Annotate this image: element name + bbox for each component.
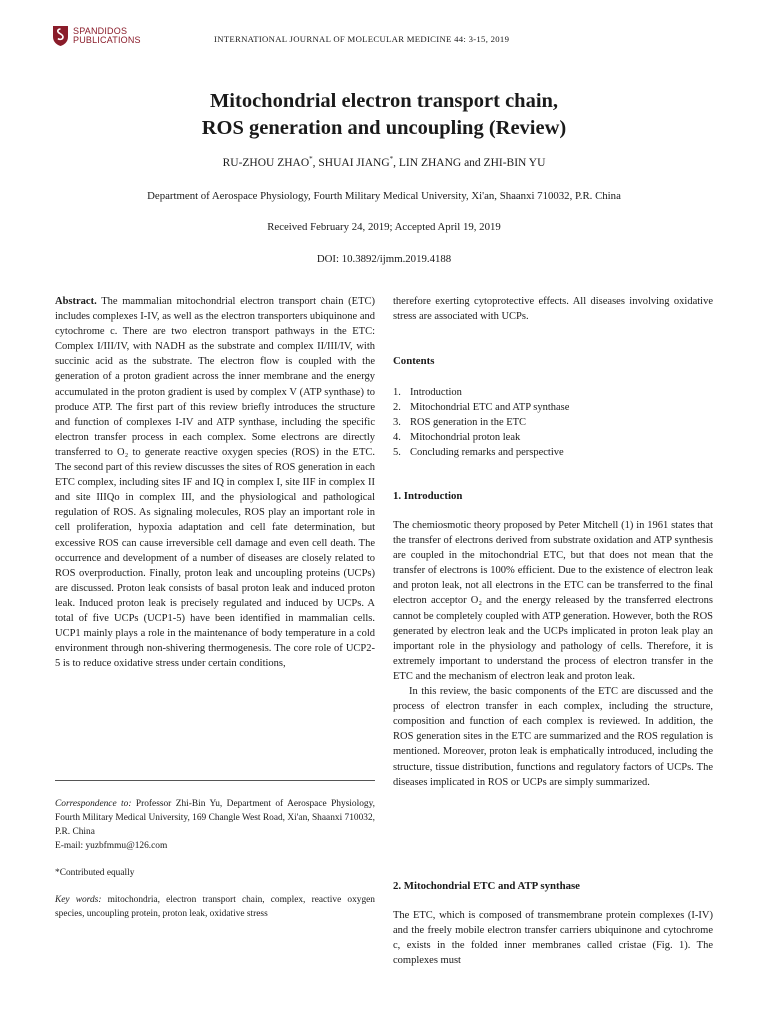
doi[interactable]: DOI: 10.3892/ijmm.2019.4188 [316,253,452,265]
correspondence-address [55,797,375,839]
contents-item[interactable] [393,415,713,430]
contents-heading: Contents [393,355,435,367]
author-name: RU-ZHOU ZHAO [222,156,310,169]
section-2-heading: 2. Mitochondrial ETC and ATP synthase [393,880,580,892]
correspondence-label: Correspondence to: [55,799,132,809]
received-accepted-dates: Received February 24, 2019; Accepted April 19, 2019 [267,221,501,233]
publisher-name [73,27,141,45]
shield-logo-icon [52,25,69,47]
keywords-label: Key words: [55,895,102,905]
correspondence-email[interactable]: E-mail: yuzbfmmu@126.com [55,841,168,851]
section-1-heading-wrap [393,489,713,504]
contents-item-label: ROS generation in the ETC [410,417,527,429]
author-name: SHUAI JIANG [318,156,390,169]
author-list [0,155,768,169]
section-2-body [393,908,713,968]
publisher-logo [52,25,141,47]
contents-list [393,385,713,460]
section-2-heading-wrap [393,879,713,894]
author-name: ZHI-BIN YU [483,156,546,169]
keywords-text: mitochondria, electron transport chain, complex, reactive oxygen species, uncoupling protein, proton leak, oxidative stress [55,895,375,919]
contents-list-wrap [393,385,713,460]
author-mark: * [389,155,394,163]
contributed-equally-note: *Contributed equally [55,868,135,878]
abstract-continued [393,294,713,324]
publisher-name-line1: SPANDIDOS [73,26,128,36]
footnote-divider [55,780,375,781]
contents-item-number: 1. [393,387,401,398]
contents-item[interactable] [393,430,713,445]
section-1-paragraph-1: The chemiosmotic theory proposed by Peter Mitchell (1) in 1961 states that the transfer of electrons derived from substrate oxidation and ATP synthesis are coupled in the mitochondrial ETC, but that does not mean that the transfer of electrons is 100% efficient. Due to the existence of electron leak and proton leak, not all electrons in the ETC can be transferred to the final electron acceptor O₂ and the energy released by the transferred electrons cannot be completely coupled with ATP generation. However, both the ROS generated by electron leak and the UCPs implicated in proton leak play an important role in the physiology and pathology of cells. Therefore, it is extremely important to understand the process of electron transfer in the ETC and the mechanism of electron leak and proton leak. [393,520,713,682]
contents-item-label: Introduction [410,387,462,398]
correspondence [55,797,375,853]
author-separator: and [461,156,484,169]
author-separator: , [312,156,319,169]
abstract-heading: Abstract. [55,296,97,307]
article-title [0,88,768,142]
section-1-heading: 1. Introduction [393,490,463,502]
abstract-continued-text: therefore exerting cytoprotective effects. All diseases involving oxidative stress are associated with UCPs. [393,296,713,323]
contents-item[interactable] [393,385,713,400]
section-1-body [393,518,713,790]
abstract-text: The mammalian mitochondrial electron transport chain (ETC) includes complexes I-IV, as well as the electron transporters ubiquinone and cytochrome c. There are two electron transport pathways in the ETC: Complex I/III/IV, with NADH as the substrate and complex II/III/IV, with succinic acid as the substrate. The electron flow is coupled with the generation of a proton gradient across the inner membrane and the energy accumulated in the proton gradient is used by complex V (ATP synthase) to produce ATP. The first part of this review briefly introduces the structure and function of complexes I-IV and ATP synthase, including the specific electron transfer process in each complex. Some electrons are directly transferred to O₂ to generate reactive oxygen species (ROS) in the ETC. The second part of this review discusses the sites of ROS generation in each ETC complex, including sites IF and IQ in complex I, site IIF in complex II and site IIIQo in complex III, and the physiological and pathological regulation of ROS. As signaling molecules, ROS play an important role in cell proliferation, hypoxia adaptation and cell fate determination, but excessive ROS can cause irreversible cell damage and even cell death. The occurrence and development of a number of diseases are closely related to ROS overproduction. Finally, proton leak and uncoupling proteins (UCPs) are discussed. Proton leak consists of basal proton leak and induced proton leak. Induced proton leak is precisely regulated and induced by UCPs. A total of five UCPs (UCP1-5) have been identified in mammalian cells. UCP1 mainly plays a role in the maintenance of body temperature in a cold environment through non-shivering thermogenesis. The core role of UCP2-5 is to reduce oxidative stress under certain conditions, [55,296,375,670]
abstract [55,294,375,671]
contents-item-label: Mitochondrial proton leak [410,432,521,444]
journal-header: INTERNATIONAL JOURNAL OF MOLECULAR MEDICINE 44: 3-15, 2019 [214,34,510,44]
contents-item-number: 2. [393,402,401,414]
contents-item-number: 4. [393,432,401,444]
author-mark: * [309,155,313,163]
contents-item[interactable] [393,400,713,415]
section-2-paragraph-1: The ETC, which is composed of transmembrane protein complexes (I-IV) and the freely mobile electron transfer carriers ubiquinone and cytochrome c, exists in the folded inner membranes called cristae (Fig. 1). The complexes must [393,910,713,967]
left-column [55,294,375,671]
affiliation: Department of Aerospace Physiology, Fourth Military Medical University, Xi'an, Shaanxi 710032, P.R. China [147,190,621,202]
title-line-1: Mitochondrial electron transport chain, [209,90,559,112]
contents-item-label: Concluding remarks and perspective [410,447,564,459]
contents-item-number: 5. [393,447,401,459]
correspondence-text: Professor Zhi-Bin Yu, Department of Aerospace Physiology, Fourth Military Medical University, 169 Changle West Road, Xi'an, Shaanxi 710032, P.R. China [55,799,375,837]
publisher-name-line2: PUBLICATIONS [73,35,141,45]
contents-heading-wrap [393,354,713,369]
contents-item-label: Mitochondrial ETC and ATP synthase [410,402,570,414]
section-1-paragraph-2: In this review, the basic components of the ETC are discussed and the process of electron transfer in each complex, including the structure, composition and function of each complex is reviewed. In addition, the ROS generation sites in the ETC are summarized and the ROS regulation is mentioned. Moreover, proton leak is emphatically introduced, including the structure, tissue distribution, functions and regulatory factors of UCPs. The diseases implicated in ROS or UCPs are simply summarized. [393,686,713,788]
keywords [55,893,375,921]
author-name: LIN ZHANG [398,156,462,169]
contents-item[interactable] [393,445,713,460]
author-separator: , [393,156,399,169]
contents-item-number: 3. [393,417,401,429]
title-line-2: ROS generation and uncoupling (Review) [201,117,567,139]
